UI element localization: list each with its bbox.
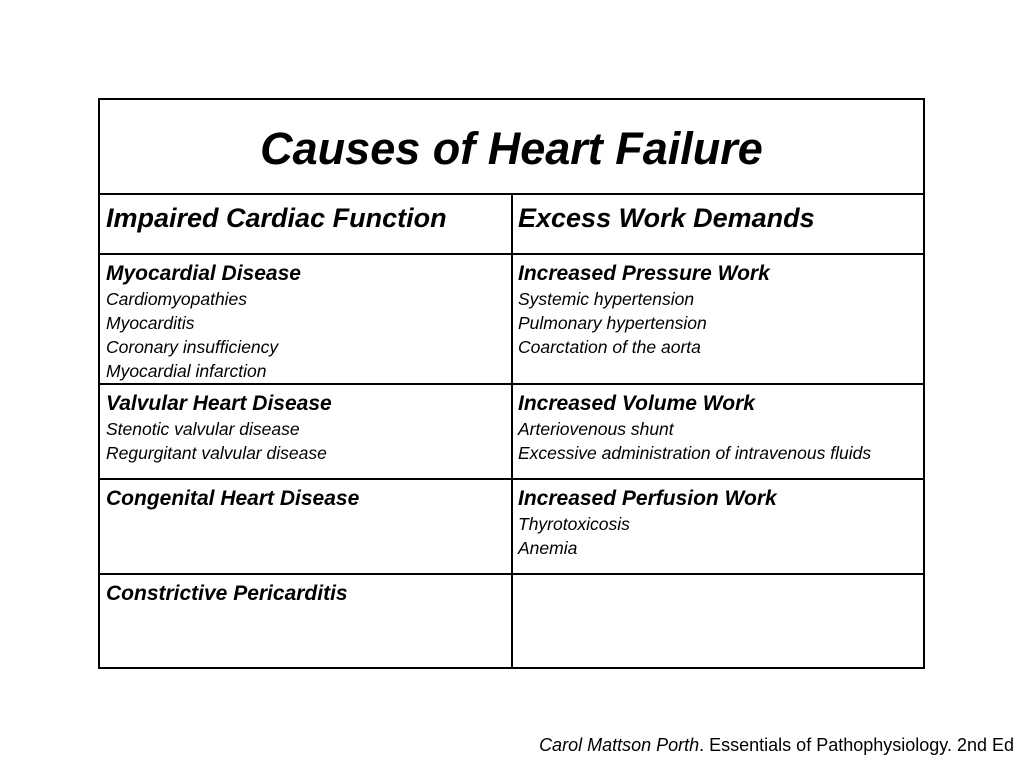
table-title: Causes of Heart Failure xyxy=(260,122,763,174)
table-cell-left xyxy=(100,255,513,383)
table-row xyxy=(100,385,923,480)
left-column-header: Impaired Cardiac Function xyxy=(106,203,447,233)
cause-group-title: Congenital Heart Disease xyxy=(106,487,360,510)
table-cell-right xyxy=(513,255,923,383)
table-title-row xyxy=(100,100,923,195)
table-header-row xyxy=(100,195,923,255)
header-cell-left xyxy=(100,195,513,253)
cause-item: Cardiomyopathies xyxy=(106,289,248,309)
table-cell-right-empty xyxy=(513,575,923,668)
table-cell-left xyxy=(100,480,513,573)
citation-source: . Essentials of Pathophysiology. 2nd Ed xyxy=(699,735,1014,755)
table-row xyxy=(100,575,923,668)
cause-group-title: Valvular Heart Disease xyxy=(106,392,332,415)
table-row xyxy=(100,255,923,385)
cause-item: Systemic hypertension xyxy=(518,289,695,309)
table-cell-left xyxy=(100,385,513,478)
table-cell-right xyxy=(513,480,923,573)
table-cell-left xyxy=(100,575,513,668)
cause-item: Pulmonary hypertension xyxy=(518,313,707,333)
cause-item: Excessive administration of intravenous fluids xyxy=(518,443,872,463)
right-column-header: Excess Work Demands xyxy=(518,203,815,233)
table-cell-right xyxy=(513,385,923,478)
header-cell-right xyxy=(513,195,923,253)
cause-item: Thyrotoxicosis xyxy=(518,514,630,534)
cause-group-title: Constrictive Pericarditis xyxy=(106,582,348,605)
cause-group-title: Increased Pressure Work xyxy=(518,262,770,285)
cause-group-title: Increased Volume Work xyxy=(518,392,755,415)
cause-item: Coronary insufficiency xyxy=(106,337,279,357)
causes-table xyxy=(98,98,925,669)
table-row xyxy=(100,480,923,575)
cause-item: Anemia xyxy=(518,538,578,558)
cause-item: Stenotic valvular disease xyxy=(106,419,300,439)
cause-item: Arteriovenous shunt xyxy=(518,419,674,439)
cause-item: Myocardial infarction xyxy=(106,361,267,381)
cause-group-title: Increased Perfusion Work xyxy=(518,487,777,510)
cause-item: Regurgitant valvular disease xyxy=(106,443,327,463)
cause-item: Coarctation of the aorta xyxy=(518,337,701,357)
citation-author: Carol Mattson Porth xyxy=(539,735,700,755)
cause-group-title: Myocardial Disease xyxy=(106,262,301,285)
cause-item: Myocarditis xyxy=(106,313,195,333)
citation xyxy=(539,735,1014,756)
